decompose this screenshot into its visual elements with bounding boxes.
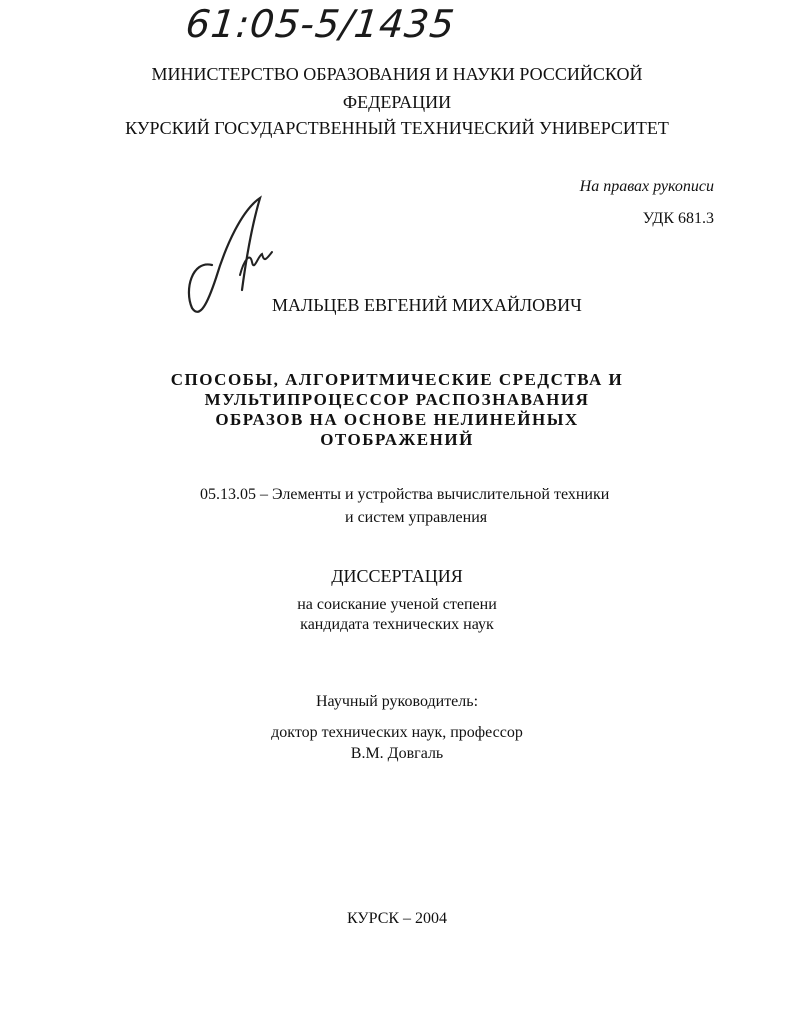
dissertation-label: ДИССЕРТАЦИЯ (331, 566, 463, 586)
archive-number: 61:05-5/1435 (183, 2, 458, 46)
supervisor-name: В.М. Довгаль (350, 745, 444, 762)
degree-line-2: кандидата технических наук (300, 616, 494, 633)
degree-line-1: на соискание ученой степени (297, 596, 497, 613)
supervisor-degree: доктор технических наук, профессор (271, 724, 523, 741)
ministry-header (0, 60, 794, 116)
dissertation-title (0, 370, 794, 450)
udk-code: УДК 681.3 (642, 210, 714, 227)
university-name: КУРСКИЙ ГОСУДАРСТВЕННЫЙ ТЕХНИЧЕСКИЙ УНИВЕРСИТЕТ (125, 118, 669, 138)
specialty (200, 483, 609, 529)
rights-note: На правах рукописи (579, 178, 714, 195)
title-line-1: СПОСОБЫ, АЛГОРИТМИЧЕСКИЕ СРЕДСТВА И (170, 370, 624, 389)
title-line-4: ОТОБРАЖЕНИЙ (320, 430, 474, 449)
specialty-line-2: и систем управления (345, 509, 488, 526)
ministry-line-2: ФЕДЕРАЦИИ (342, 92, 452, 112)
title-line-3: ОБРАЗОВ НА ОСНОВЕ НЕЛИНЕЙНЫХ (215, 410, 579, 429)
author-name: МАЛЬЦЕВ ЕВГЕНИЙ МИХАЙЛОВИЧ (272, 295, 582, 315)
supervisor-label: Научный руководитель: (315, 693, 479, 710)
specialty-line-1: 05.13.05 – Элементы и устройства вычислительной техники (200, 486, 610, 503)
supervisor-info (0, 722, 794, 764)
title-line-2: МУЛЬТИПРОЦЕССОР РАСПОЗНАВАНИЯ (204, 390, 590, 409)
ministry-line-1: МИНИСТЕРСТВО ОБРАЗОВАНИЯ И НАУКИ РОССИЙСКОЙ (151, 64, 643, 84)
city-year: КУРСК – 2004 (346, 910, 448, 927)
degree-sought (0, 595, 794, 635)
